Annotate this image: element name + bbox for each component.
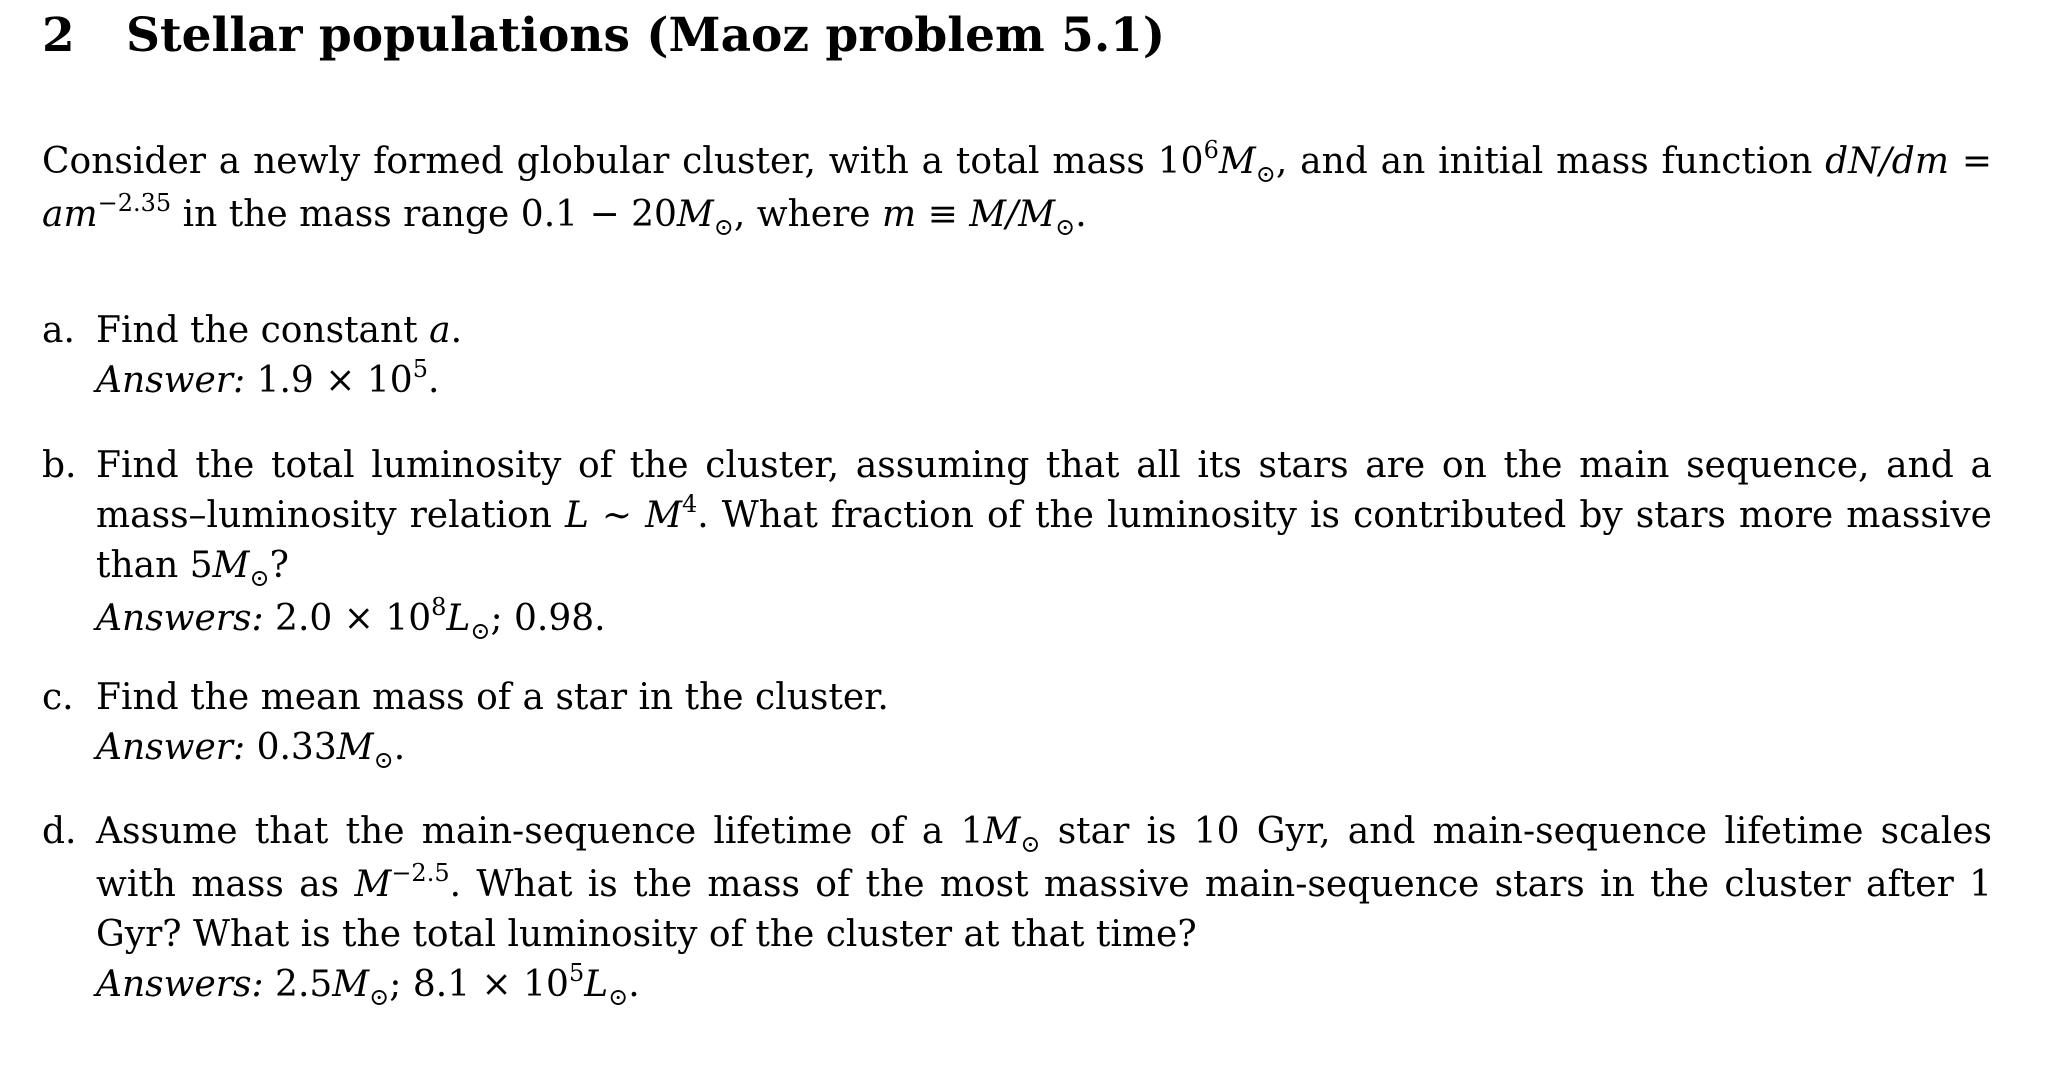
math-symbol: L [564,495,589,536]
problem-item-d [42,807,1992,1013]
math-expression: am [42,194,98,235]
sun-symbol: ⊙ [1020,830,1041,858]
math-symbol: M [212,545,250,586]
answer-label: Answers: [96,598,264,639]
section-heading [42,6,1165,66]
item-question [96,673,1992,723]
question-text: ? [269,545,289,586]
question-text: Find the total luminosity of the cluster, assuming that all its stars are on the main sequence, and a mass–luminosity relation [96,445,1992,536]
exponent: −2.5 [391,859,450,887]
answer-label: Answer: [96,727,246,768]
sun-symbol: ⊙ [608,983,629,1011]
sun-symbol: ⊙ [249,564,270,592]
intro-paragraph [42,137,1992,243]
exponent: 8 [431,593,447,621]
math-symbol: M [645,495,682,536]
question-text: . What fraction of the luminosity is contributed by stars more massive than 5 [96,495,1992,586]
section-number: 2 [42,8,75,63]
item-answer [96,356,1992,406]
answer-text: . [427,360,440,401]
sun-symbol: ⊙ [470,617,491,645]
answer-text: 2.5 [263,964,333,1005]
section-title: Stellar populations (Maoz problem 5.1) [126,8,1166,63]
item-body [96,306,1992,406]
answer-text: 1.9 × 10 [245,360,413,401]
item-question [96,807,1992,960]
math-expression: M/M [969,194,1056,235]
intro-text: , where [733,194,883,235]
math-symbol: M [332,964,370,1005]
exponent: 5 [568,959,585,987]
math-operator: = [1948,141,1992,182]
item-body [96,673,1992,776]
math-operator: ≡ [916,194,970,235]
answer-text: . [393,727,406,768]
question-text: Find the mean mass of a star in the cluster. [96,677,889,718]
item-question [96,441,1992,594]
math-symbol: M [336,727,374,768]
math-symbol: M [1218,141,1256,182]
exponent: 5 [412,355,428,383]
answer-text: ; 0.98. [490,598,606,639]
item-label: c. [42,677,74,718]
math-symbol: M [983,811,1021,852]
question-text: . What is the mass of the most massive main-sequence stars in the cluster after 1 Gyr? What is the total luminosity of the cluster at that time? [96,864,1993,955]
intro-text: . [1075,194,1087,235]
item-body [96,807,1992,1013]
answer-label: Answer: [96,360,246,401]
item-label: a. [42,310,75,351]
intro-text: in the mass range 0.1 − 20 [171,194,677,235]
item-label: d. [42,811,77,852]
sun-symbol: ⊙ [1255,160,1276,188]
item-answer [96,960,1992,1013]
answer-text: 2.0 × 10 [263,598,432,639]
problem-item-c [42,673,1992,776]
math-symbol: a [429,310,451,351]
problem-item-b [42,441,1992,647]
item-body [96,441,1992,647]
item-question [96,306,1992,356]
exponent: 6 [1203,136,1219,164]
item-label: b. [42,445,77,486]
answer-text: ; 8.1 × 10 [389,964,569,1005]
item-answer [96,594,1992,647]
exponent: −2.35 [97,189,172,217]
question-text: star is 10 Gyr, and main-sequence lifetime scales with mass as [96,811,1993,905]
math-symbol: M [354,864,392,905]
intro-text: Consider a newly formed globular cluster, with a total mass 10 [42,141,1204,182]
exponent: 4 [682,490,698,518]
intro-text: , and an initial mass function [1275,141,1826,182]
math-symbol: L [584,964,609,1005]
answer-label: Answers: [96,964,264,1005]
answer-text: 0.33 [245,727,337,768]
math-expression: dN/dm [1825,141,1949,182]
math-operator: ∼ [588,495,646,536]
math-symbol: L [446,598,471,639]
sun-symbol: ⊙ [369,983,390,1011]
question-text: . [450,310,463,351]
sun-symbol: ⊙ [713,213,734,241]
math-symbol: m [882,194,917,235]
math-symbol: M [676,194,714,235]
answer-text: . [628,964,640,1005]
sun-symbol: ⊙ [373,746,394,774]
question-text: Assume that the main-sequence lifetime of a 1 [96,811,984,852]
problem-item-a [42,306,1992,406]
item-answer [96,723,1992,776]
sun-symbol: ⊙ [1055,213,1076,241]
question-text: Find the constant [96,310,430,351]
